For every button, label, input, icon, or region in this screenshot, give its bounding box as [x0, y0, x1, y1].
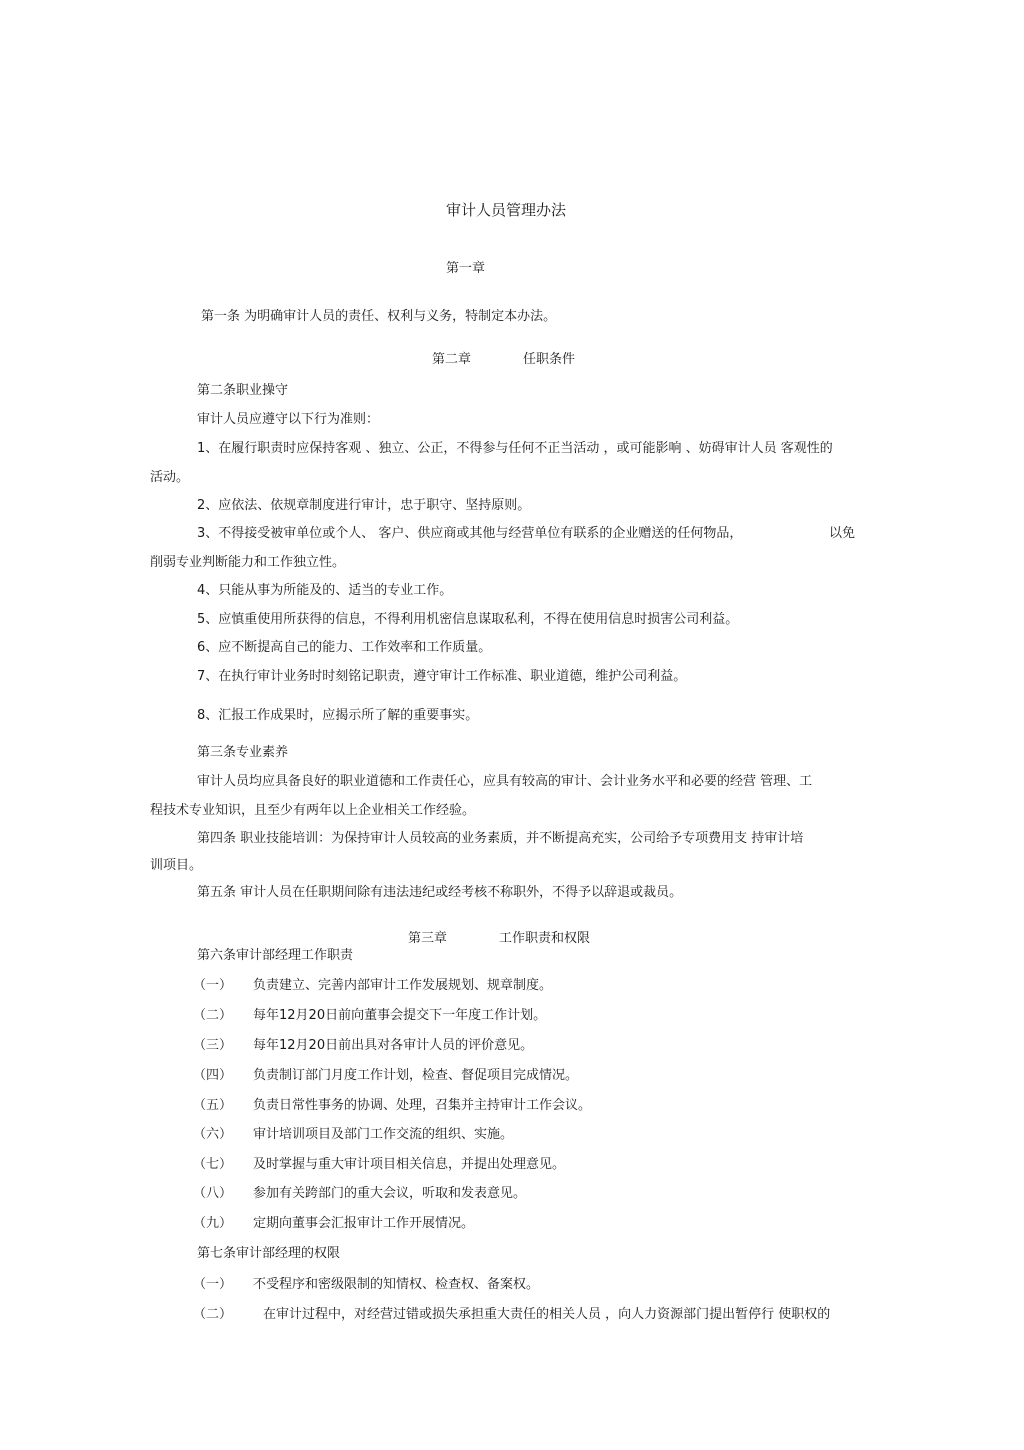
- chapter-2-label: 第二章: [432, 352, 472, 367]
- article-2-heading: 第二条职业操守: [197, 383, 289, 398]
- duty-text: 定期向董事会汇报审计工作开展情况。: [253, 1216, 475, 1231]
- rule-6: 6、应不断提高自己的能力、工作效率和工作质量。: [197, 640, 492, 655]
- rule-2: 2、应依法、依规章制度进行审计，忠于职守、坚持原则。: [197, 498, 531, 513]
- right-item: [193, 1275, 539, 1295]
- rule-7: 7、在执行审计业务时时刻铭记职责，遵守审计工作标准、职业道德，维护公司利益。: [197, 669, 687, 684]
- rule-3-line-1: 3、不得接受被审单位或个人、 客户、供应商或其他与经营单位有联系的企业赠送的任何物品，: [197, 526, 743, 541]
- rule-3-line-2: 削弱专业判断能力和工作独立性。: [150, 555, 346, 570]
- duty-text: 负责日常性事务的协调、处理，召集并主持审计工作会议。: [253, 1098, 592, 1113]
- chapter-2-name: 任职条件: [523, 352, 576, 367]
- duty-item: [193, 1155, 565, 1175]
- chapter-1-heading: 第一章: [446, 261, 486, 276]
- rule-1-line-1: 1、在履行职责时应保持客观 、独立、公正，不得参与任何不正当活动 ，或可能影响 、妨碍审计人员 客观性的: [197, 441, 833, 456]
- right-text: 不受程序和密级限制的知情权、检查权、备案权。: [253, 1277, 540, 1292]
- duty-text: 审计培训项目及部门工作交流的组织、实施。: [253, 1127, 514, 1142]
- duty-item: [193, 1125, 513, 1145]
- duty-text: 负责建立、完善内部审计工作发展规划、规章制度。: [253, 978, 553, 993]
- duty-item: [193, 1006, 546, 1026]
- duty-text: 及时掌握与重大审计项目相关信息，并提出处理意见。: [253, 1157, 566, 1172]
- duty-text: 每年12月20日前向董事会提交下一年度工作计划。: [253, 1008, 547, 1023]
- chapter-3-name: 工作职责和权限: [499, 931, 591, 946]
- duty-item: [193, 976, 552, 996]
- article-3-heading: 第三条专业素养: [197, 745, 289, 760]
- duty-item: [193, 1036, 533, 1056]
- chapter-3-label: 第三章: [408, 931, 448, 946]
- duty-number: （一）: [193, 978, 233, 993]
- right-number: （二）: [193, 1307, 233, 1322]
- rule-8: 8、汇报工作成果时，应揭示所了解的重要事实。: [197, 708, 479, 723]
- duty-text: 每年12月20日前出具对各审计人员的评价意见。: [253, 1038, 534, 1053]
- article-3-line-1: 审计人员均应具备良好的职业道德和工作责任心，应具有较高的审计、会计业务水平和必要的经营 管理、工: [197, 774, 813, 789]
- rule-3-line-1-tail: 以免: [829, 526, 856, 541]
- duty-text: 参加有关跨部门的重大会议，听取和发表意见。: [253, 1186, 527, 1201]
- rule-1-line-2: 活动。: [150, 470, 190, 485]
- right-number: （一）: [193, 1277, 233, 1292]
- article-4-line-2: 训项目。: [150, 858, 203, 873]
- duty-number: （四）: [193, 1068, 233, 1083]
- article-1: 第一条 为明确审计人员的责任、权利与义务，特制定本办法。: [201, 309, 557, 324]
- article-5: 第五条 审计人员在任职期间除有违法违纪或经考核不称职外，不得予以辞退或裁员。: [197, 885, 683, 900]
- duty-number: （九）: [193, 1216, 233, 1231]
- duty-text: 负责制订部门月度工作计划，检查、督促项目完成情况。: [253, 1068, 579, 1083]
- duty-number: （七）: [193, 1157, 233, 1172]
- right-text: 在审计过程中，对经营过错或损失承担重大责任的相关人员 ，向人力资源部门提出暂停行 使职权的: [263, 1307, 831, 1322]
- article-7-heading: 第七条审计部经理的权限: [197, 1246, 341, 1261]
- article-3-line-2: 程技术专业知识，且至少有两年以上企业相关工作经验。: [150, 803, 476, 818]
- duty-item: [193, 1184, 526, 1204]
- rule-4: 4、只能从事为所能及的、适当的专业工作。: [197, 583, 453, 598]
- duty-number: （六）: [193, 1127, 233, 1142]
- duty-item: [193, 1096, 591, 1116]
- article-2-intro: 审计人员应遵守以下行为准则：: [197, 412, 380, 427]
- article-4-line-1: 第四条 职业技能培训：为保持审计人员较高的业务素质，并不断提高充实，公司给予专项费用支 持审计培: [197, 831, 804, 846]
- article-6-heading: 第六条审计部经理工作职责: [197, 948, 354, 963]
- rule-5: 5、应慎重使用所获得的信息，不得利用机密信息谋取私利，不得在使用信息时损害公司利益。: [197, 612, 739, 627]
- duty-number: （五）: [193, 1098, 233, 1113]
- duty-item: [193, 1214, 474, 1234]
- duty-item: [193, 1066, 578, 1086]
- duty-number: （二）: [193, 1008, 233, 1023]
- duty-number: （八）: [193, 1186, 233, 1201]
- right-item: [193, 1305, 830, 1325]
- document-title: 审计人员管理办法: [446, 201, 567, 219]
- duty-number: （三）: [193, 1038, 233, 1053]
